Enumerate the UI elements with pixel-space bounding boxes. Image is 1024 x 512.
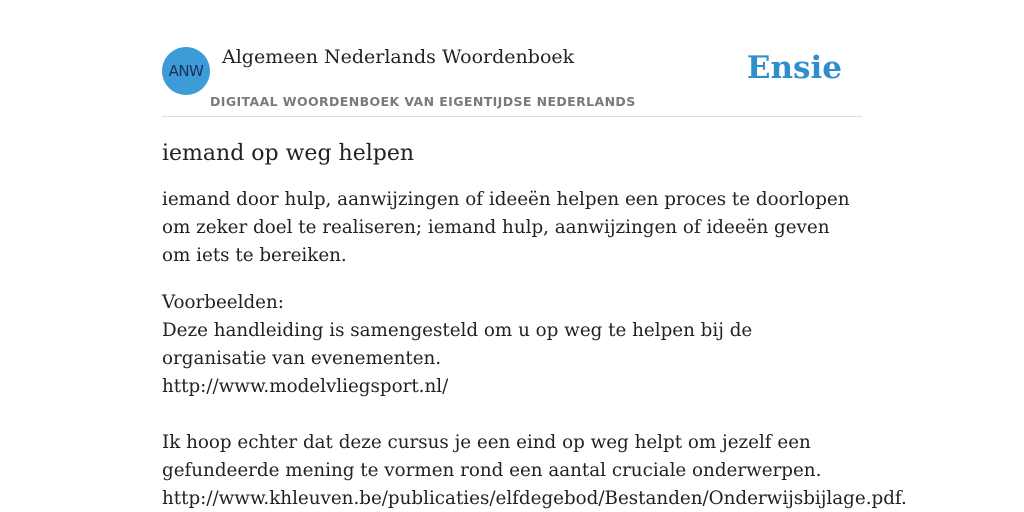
- examples-label: Voorbeelden:: [162, 292, 284, 313]
- example-spacer: [162, 401, 862, 429]
- example-source-link[interactable]: http://www.khleuven.be/publicaties/elfdegebod/Bestanden/Onderwijsbijlage.pdf.: [162, 488, 907, 509]
- example-source-link[interactable]: http://www.modelvliegsport.nl/: [162, 376, 449, 397]
- definition-text: iemand door hulp, aanwijzingen of ideeën helpen een proces te doorlopen om zeker doel te realiseren; iemand hulp, aanwijzingen of ideeën geven om iets te bereiken.: [162, 189, 850, 266]
- site-subtitle: DIGITAAL WOORDENBOEK VAN EIGENTIJDSE NEDERLANDS: [210, 94, 636, 109]
- entry-content: [162, 136, 907, 512]
- anw-logo[interactable]: ANW: [162, 47, 210, 95]
- example-text: Deze handleiding is samengesteld om u op weg te helpen bij de organisatie van evenementen.: [162, 320, 753, 369]
- page-title: iemand op weg helpen: [162, 141, 415, 166]
- site-title[interactable]: Algemeen Nederlands Woordenboek: [222, 46, 575, 68]
- example-text: Ik hoop echter dat deze cursus je een eind op weg helpt om jezelf een gefundeerde mening te vormen rond een aantal cruciale onderwerpen.: [162, 432, 822, 481]
- site-header: [162, 40, 862, 117]
- ensie-brand-logo[interactable]: Ensie: [746, 50, 842, 86]
- examples-section: [162, 289, 907, 512]
